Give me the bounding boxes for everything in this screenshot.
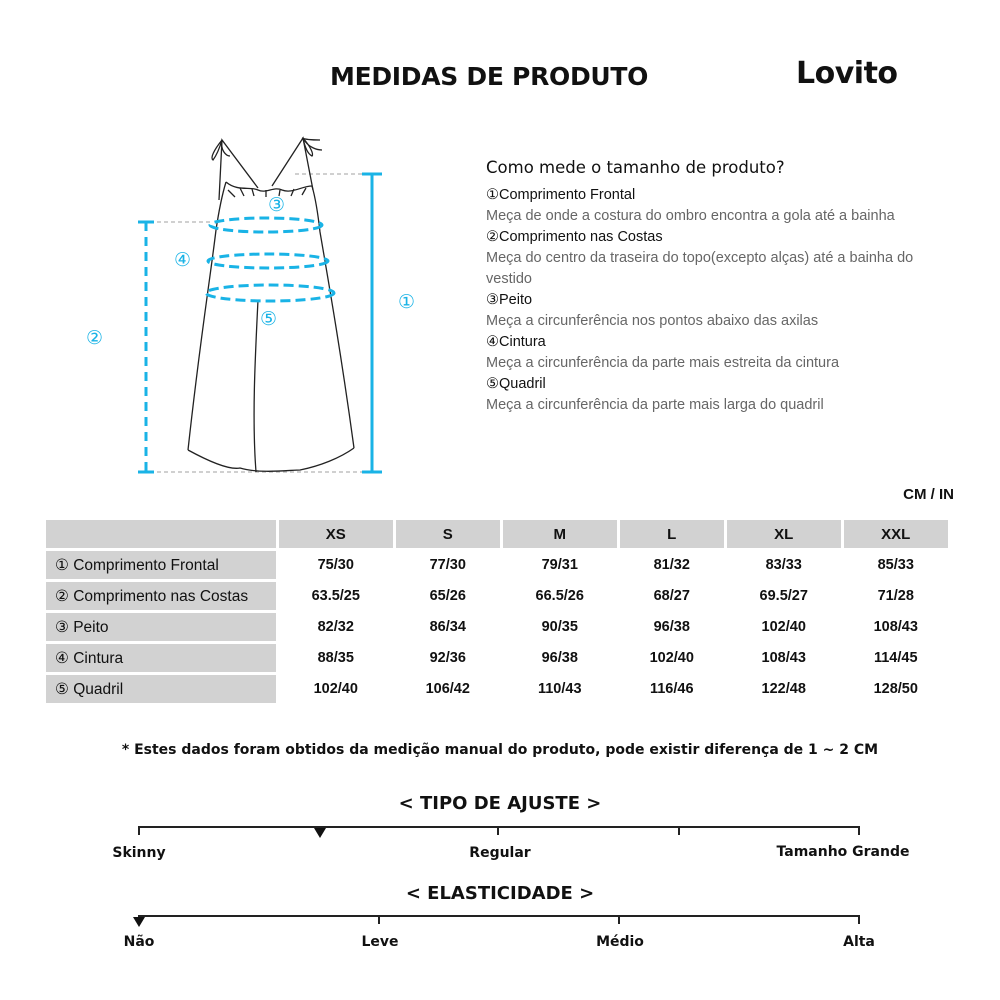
marker-3: ③ (268, 194, 286, 216)
size-header: L (620, 520, 724, 548)
guide-item-desc: Meça de onde a costura do ombro encontra a gola até a bainha (486, 208, 895, 224)
size-header: XXL (844, 520, 949, 548)
fit-indicator-icon (314, 828, 326, 838)
table-cell: 82/32 (279, 613, 393, 641)
row-label: ③ Peito (46, 613, 276, 641)
page-title: MEDIDAS DE PRODUTO (330, 62, 649, 91)
elasticity-tick (858, 915, 860, 924)
table-cell: 71/28 (844, 582, 949, 610)
guide-item-title: ①Comprimento Frontal (486, 187, 636, 203)
guide-item-title: ③Peito (486, 292, 533, 308)
size-header: M (503, 520, 617, 548)
elasticity-scale-line (138, 915, 860, 917)
elasticity-tick (618, 915, 620, 924)
table-cell: 110/43 (503, 675, 617, 703)
fit-tick (138, 826, 140, 835)
table-corner-cell (46, 520, 276, 548)
size-header: XS (279, 520, 393, 548)
table-row (46, 582, 948, 610)
table-cell: 96/38 (620, 613, 724, 641)
table-cell: 108/43 (844, 613, 949, 641)
table-cell: 102/40 (727, 613, 841, 641)
guide-item-desc: Meça a circunferência da parte mais estreita da cintura (486, 355, 840, 371)
fit-tick (858, 826, 860, 835)
table-cell: 88/35 (279, 644, 393, 672)
guide-item (486, 185, 926, 227)
guide-question: Como mede o tamanho de produto? (486, 158, 785, 177)
size-table (43, 517, 951, 706)
measurement-guide (486, 158, 926, 416)
measurement-note: * Estes dados foram obtidos da medição manual do produto, pode existir diferença de 1 ~ 2 CM (121, 742, 879, 758)
guide-item (486, 290, 926, 332)
table-cell: 122/48 (727, 675, 841, 703)
table-cell: 85/33 (844, 551, 949, 579)
table-cell: 102/40 (620, 644, 724, 672)
dress-outline (188, 138, 354, 472)
table-cell: 83/33 (727, 551, 841, 579)
table-row (46, 675, 948, 703)
table-cell: 65/26 (396, 582, 500, 610)
elasticity-label: Leve (361, 934, 399, 950)
row-label: ④ Cintura (46, 644, 276, 672)
table-cell: 106/42 (396, 675, 500, 703)
fit-scale-line (138, 826, 860, 828)
fit-tick (678, 826, 680, 835)
table-cell: 69.5/27 (727, 582, 841, 610)
guide-item-title: ②Comprimento nas Costas (486, 229, 663, 245)
marker-4: ④ (174, 249, 192, 271)
table-cell: 128/50 (844, 675, 949, 703)
table-cell: 108/43 (727, 644, 841, 672)
table-cell: 63.5/25 (279, 582, 393, 610)
elasticity-indicator-icon (133, 917, 145, 927)
elasticity-label: Médio (596, 934, 644, 950)
elasticity-tick (378, 915, 380, 924)
fit-label: Skinny (112, 845, 166, 861)
units-label: CM / IN (903, 486, 954, 503)
marker-2: ② (86, 327, 104, 349)
table-cell: 114/45 (844, 644, 949, 672)
elasticity-scale-title: < ELASTICIDADE > (405, 883, 595, 904)
table-cell: 68/27 (620, 582, 724, 610)
elasticity-label: Alta (843, 934, 875, 950)
dress-diagram (60, 120, 460, 490)
fit-tick (497, 826, 499, 835)
row-label: ① Comprimento Frontal (46, 551, 276, 579)
elasticity-scale (123, 915, 875, 955)
guide-item (486, 227, 926, 290)
marker-5: ⑤ (260, 308, 278, 330)
table-cell: 92/36 (396, 644, 500, 672)
guide-item-desc: Meça a circunferência nos pontos abaixo das axilas (486, 313, 819, 329)
table-cell: 81/32 (620, 551, 724, 579)
fit-scale (112, 826, 910, 866)
size-header: S (396, 520, 500, 548)
guide-item (486, 332, 926, 374)
fit-label: Regular (469, 845, 531, 861)
table-cell: 77/30 (396, 551, 500, 579)
fit-label: Tamanho Grande (776, 844, 910, 860)
table-cell: 66.5/26 (503, 582, 617, 610)
table-cell: 86/34 (396, 613, 500, 641)
row-label: ② Comprimento nas Costas (46, 582, 276, 610)
table-row (46, 644, 948, 672)
table-header-row (46, 520, 948, 548)
row-label: ⑤ Quadril (46, 675, 276, 703)
table-cell: 75/30 (279, 551, 393, 579)
brand-logo: Lovito (796, 56, 898, 91)
guide-item-desc: Meça do centro da traseira do topo(excepto alças) até a bainha do vestido (486, 250, 914, 287)
table-cell: 90/35 (503, 613, 617, 641)
table-row (46, 613, 948, 641)
guide-item-title: ④Cintura (486, 334, 546, 350)
table-cell: 96/38 (503, 644, 617, 672)
elasticity-label: Não (123, 934, 155, 950)
size-header: XL (727, 520, 841, 548)
marker-1: ① (398, 291, 416, 313)
guide-item-title: ⑤Quadril (486, 376, 546, 392)
table-cell: 79/31 (503, 551, 617, 579)
table-cell: 116/46 (620, 675, 724, 703)
guide-item (486, 374, 926, 416)
table-row (46, 551, 948, 579)
table-cell: 102/40 (279, 675, 393, 703)
fit-scale-title: < TIPO DE AJUSTE > (398, 793, 602, 814)
guide-item-desc: Meça a circunferência da parte mais larga do quadril (486, 397, 824, 413)
